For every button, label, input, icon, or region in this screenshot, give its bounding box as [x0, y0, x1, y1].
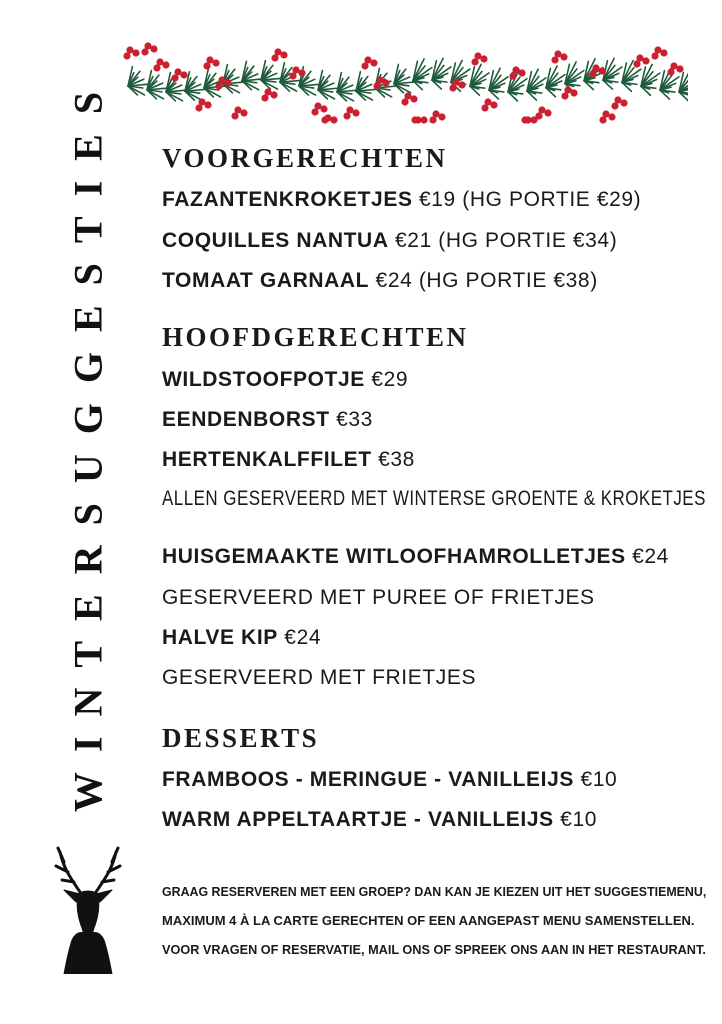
dish-name: TOMAAT GARNAAL	[162, 269, 370, 292]
dish-price: €10	[560, 808, 598, 831]
serving-note: ALLEN GESERVEERD MET WINTERSE GROENTE & KROKETJES	[162, 487, 706, 510]
dish-price: €10	[580, 768, 618, 791]
pine-garland-decoration	[118, 40, 688, 124]
menu-item	[162, 626, 321, 650]
dish-name: EENDENBORST	[162, 408, 330, 431]
dish-name: COQUILLES NANTUA	[162, 229, 389, 252]
menu-item	[162, 768, 617, 792]
footer-text: VOOR VRAGEN OF RESERVATIE, MAIL ONS OF SPREEK ONS AAN IN HET RESTAURANT.	[162, 942, 706, 957]
menu-item	[162, 188, 641, 212]
menu-item	[162, 229, 617, 253]
menu-item	[162, 408, 373, 432]
vertical-title: WINTERSUGGESTIES	[65, 71, 111, 813]
menu-item	[162, 448, 415, 472]
section-title-hoofdgerechten: HOOFDGERECHTEN	[162, 322, 469, 352]
serving-note: GESERVEERD MET PUREE OF FRIETJES	[162, 586, 595, 609]
dish-name: WARM APPELTAARTJE - VANILLEIJS	[162, 808, 554, 831]
serving-note: GESERVEERD MET FRIETJES	[162, 666, 477, 689]
dish-name: HALVE KIP	[162, 626, 278, 649]
menu-item	[162, 808, 597, 832]
dish-price: €21 (HG PORTIE €34)	[395, 229, 618, 252]
dish-price: €24	[632, 545, 669, 568]
dish-name: HERTENKALFFILET	[162, 448, 372, 471]
stag-head-icon	[52, 840, 124, 974]
dish-price: €38	[378, 448, 415, 471]
footer-text: GRAAG RESERVEREN MET EEN GROEP? DAN KAN JE KIEZEN UIT HET SUGGESTIEMENU,	[162, 884, 707, 899]
section-title-desserts: DESSERTS	[162, 723, 320, 753]
dish-name: WILDSTOOFPOTJE	[162, 368, 365, 391]
dish-price: €33	[336, 408, 373, 431]
dish-price: €29	[371, 368, 409, 391]
dish-name: HUISGEMAAKTE WITLOOFHAMROLLETJES	[162, 545, 626, 568]
dish-price: €19 (HG PORTIE €29)	[419, 188, 642, 211]
footer-text: MAXIMUM 4 À LA CARTE GERECHTEN OF EEN AANGEPAST MENU SAMENSTELLEN.	[162, 913, 695, 928]
dish-name: FRAMBOOS - MERINGUE - VANILLEIJS	[162, 768, 574, 791]
menu-item	[162, 545, 669, 569]
section-title-voorgerechten: VOORGERECHTEN	[162, 143, 448, 173]
menu-item	[162, 368, 408, 392]
dish-price: €24	[284, 626, 322, 649]
menu-item	[162, 269, 598, 293]
dish-name: FAZANTENKROKETJES	[162, 188, 413, 211]
dish-price: €24 (HG PORTIE €38)	[375, 269, 598, 292]
